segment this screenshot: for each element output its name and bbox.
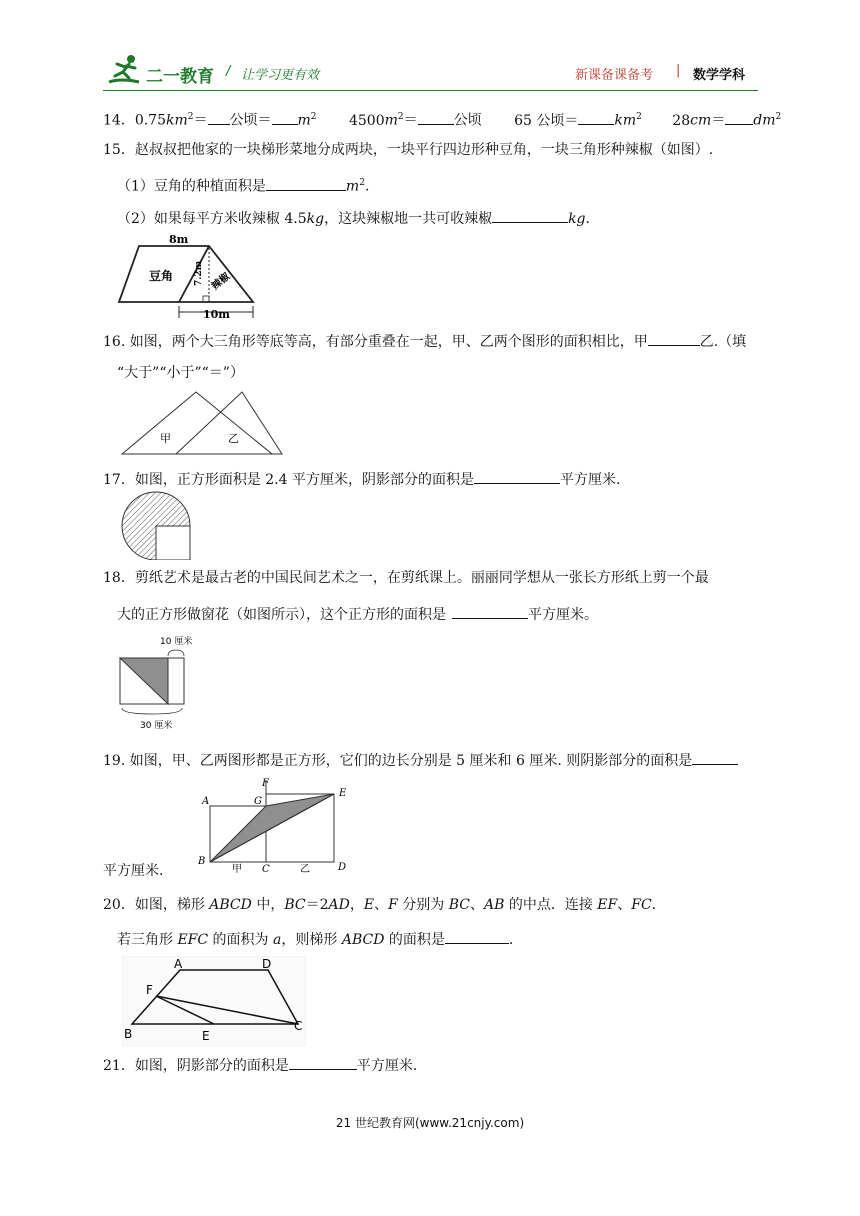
q20-u3: 的面积为	[208, 932, 274, 948]
q14-blank-5[interactable]	[725, 110, 753, 125]
q14-blank-4[interactable]	[578, 110, 614, 125]
q20-t6: AD	[328, 897, 350, 913]
q14-sup-4: 2	[636, 112, 642, 122]
q20-line-2	[117, 929, 513, 949]
q14-sup-2: 2	[310, 112, 317, 122]
q18-text-end: 平方厘米。	[528, 607, 598, 623]
q20-u2: EFC	[177, 932, 209, 948]
q16-triangles-figure	[120, 390, 284, 458]
q20-u7: 的面积是	[384, 932, 445, 948]
question-16	[103, 331, 746, 351]
q14-unit-gq2: 公顷	[453, 112, 482, 129]
q20-t19: ．	[651, 897, 666, 913]
q19-label-F: F	[262, 778, 269, 789]
q19-label-jia: 甲	[232, 864, 242, 874]
question-21	[103, 1055, 417, 1075]
q20-t5: ＝2	[305, 897, 329, 913]
q14-unit-km: km	[166, 112, 188, 129]
page-header	[0, 0, 860, 100]
q15-label-laj: 辣椒	[209, 271, 233, 293]
q20-blank[interactable]	[445, 929, 509, 944]
q20-t4: BC	[284, 897, 306, 913]
slogan-separator: /	[226, 64, 231, 79]
q19-blank[interactable]	[692, 750, 738, 765]
q14-blank-2[interactable]	[272, 110, 298, 125]
q20-t1: 20．如图，梯形	[103, 897, 210, 913]
q15-sub-1	[117, 174, 369, 196]
q20-label-C: C	[294, 1019, 303, 1033]
q15-s2-kg-2: kg	[568, 211, 586, 227]
q19-label-D: D	[338, 862, 347, 873]
q15-s1-end: .	[364, 178, 370, 195]
q16-text-end: 乙.（填	[699, 334, 747, 350]
q20-t8: E	[363, 897, 375, 913]
logo-text: 二一教育	[146, 67, 214, 87]
question-17	[103, 469, 620, 489]
q15-s2-kg: kg	[306, 211, 325, 227]
q14-sup-3: 2	[397, 112, 404, 122]
q19-line-2: 平方厘米.	[103, 863, 164, 879]
slogan: 让学习更有效	[241, 68, 320, 83]
q14-unit-dm: dm	[753, 112, 776, 129]
q15-s1-unit: m	[345, 178, 360, 195]
q14-value-1: 0.75	[134, 112, 166, 129]
q19-label-yi: 乙	[300, 864, 310, 874]
q15-s2-end: .	[585, 211, 590, 227]
q14-blank-3[interactable]	[418, 110, 454, 125]
question-15: 15．赵叔叔把他家的一块梯形菜地分成两块，一块平行四边形种豆角，一块三角形种辣椒（如图）.	[103, 142, 714, 158]
q15-sub-2	[117, 208, 590, 228]
q20-t3: 中，	[251, 897, 285, 913]
q16-line-2: “大于”“小于”“＝”）	[117, 365, 244, 381]
q20-label-F: F	[146, 983, 153, 997]
question-19	[103, 750, 738, 770]
q16-label-jia: 甲	[160, 432, 171, 445]
q21-text: 21．如图，阴影部分的面积是	[103, 1058, 289, 1074]
q15-s1-text: （1）豆角的种植面积是	[117, 178, 266, 195]
q15-label-8m: 8m	[169, 234, 189, 246]
q20-t18: FC	[631, 897, 652, 913]
q20-t10: F	[388, 897, 398, 913]
q17-circle-figure	[118, 490, 194, 560]
q21-blank[interactable]	[289, 1055, 357, 1070]
q15-s2-text: （2）如果每平方米收辣椒 4.5	[117, 211, 307, 227]
q20-u5: ，则梯形	[281, 932, 342, 948]
q15-s2-mid: ，这块辣椒地一共可收辣椒	[324, 211, 493, 227]
q15-trapezoid-figure	[115, 234, 265, 320]
q14-unit-m: m	[297, 112, 311, 129]
q14-unit-km2: km	[614, 112, 637, 129]
runner-logo-icon	[103, 52, 147, 86]
q20-u4: a	[273, 932, 282, 948]
q20-label-E: E	[202, 1029, 210, 1043]
q17-text-end: 平方厘米.	[559, 472, 621, 488]
q14-unit-cm: cm	[690, 112, 712, 129]
q20-t2: ABCD	[209, 897, 252, 913]
q20-t11: 分别为	[397, 897, 449, 913]
q20-u1: 若三角形	[117, 932, 178, 948]
q19-label-C: C	[262, 864, 270, 874]
q14-unit-gq: 公顷＝	[229, 112, 272, 129]
q18-text: 大的正方形做窗花（如图所示），这个正方形的面积是	[117, 607, 446, 623]
q14-eq-3: ＝	[711, 112, 726, 129]
q20-t12: BC	[448, 897, 470, 913]
question-14	[103, 108, 781, 130]
q14-value-4: 28	[672, 112, 691, 129]
q18-label-10cm: 10 厘米	[160, 637, 193, 647]
q20-t15: 的中点．连接	[504, 897, 598, 913]
q20-t14: AB	[483, 897, 505, 913]
q15-label-10m: 10m	[203, 308, 230, 320]
q19-text: 19. 如图，甲、乙两图形都是正方形，它们的边长分别是 5 厘米和 6 厘米. 则阴影部分的面积是	[103, 753, 693, 769]
q19-label-G: G	[254, 796, 262, 807]
q20-t13: 、	[469, 897, 484, 913]
q19-label-B: B	[198, 856, 206, 867]
q14-eq-2: ＝	[403, 112, 418, 129]
q15-blank-2[interactable]	[492, 208, 568, 223]
q14-number: 14．	[103, 112, 135, 129]
q16-blank[interactable]	[648, 331, 700, 346]
q20-u8: .	[508, 932, 514, 948]
q14-eq: ＝	[193, 112, 208, 129]
q14-sup: 2	[187, 112, 194, 122]
q20-trapezoid-figure	[122, 956, 306, 1046]
q16-label-yi: 乙	[228, 432, 239, 445]
q14-sup-5: 2	[775, 112, 782, 122]
q19-label-A: A	[202, 796, 210, 807]
q17-text: 17．如图，正方形面积是 2.4 平方厘米，阴影部分的面积是	[103, 472, 474, 488]
q18-paper-figure	[118, 632, 208, 732]
q14-value-3: 65 公顷＝	[514, 112, 579, 129]
q14-blank-1[interactable]	[208, 110, 230, 125]
q20-label-B: B	[124, 1027, 133, 1041]
q18-label-30cm: 30 厘米	[140, 721, 173, 731]
q14-value-2: 4500	[348, 112, 385, 129]
q20-label-A: A	[174, 957, 183, 971]
q18-blank[interactable]	[452, 604, 528, 619]
q15-s1-sup: 2	[359, 178, 365, 188]
header-separator: |	[676, 63, 681, 78]
header-course-label: 新课备课备考	[575, 68, 654, 83]
q20-t7: ，	[349, 897, 364, 913]
q15-label-douj: 豆角	[149, 269, 174, 283]
header-subject: 数学学科	[693, 68, 746, 83]
q20-t9: 、	[374, 897, 389, 913]
q15-label-height: 7.2m	[194, 260, 204, 286]
q15-blank-1[interactable]	[266, 176, 346, 191]
q19-label-E: E	[339, 788, 347, 799]
q20-label-D: D	[262, 957, 272, 971]
question-18: 18．剪纸艺术是最古老的中国民间艺术之一，在剪纸课上。丽丽同学想从一张长方形纸上剪一个最	[103, 570, 709, 586]
q20-t17: 、	[617, 897, 632, 913]
q20-t16: EF	[597, 897, 618, 913]
question-20	[103, 896, 666, 914]
q14-unit-m2: m	[384, 112, 398, 129]
q17-blank[interactable]	[474, 469, 560, 484]
q18-line-2	[117, 604, 598, 624]
q21-text-end: 平方厘米.	[356, 1058, 418, 1074]
header-rule	[103, 90, 758, 91]
q19-squares-figure	[194, 774, 354, 874]
q16-text: 16. 如图，两个大三角形等底等高，有部分重叠在一起，甲、乙两个图形的面积相比，甲	[103, 334, 648, 350]
page-footer: 21 世纪教育网(www.21cnjy.com)	[335, 1116, 525, 1130]
q20-u6: ABCD	[341, 932, 385, 948]
